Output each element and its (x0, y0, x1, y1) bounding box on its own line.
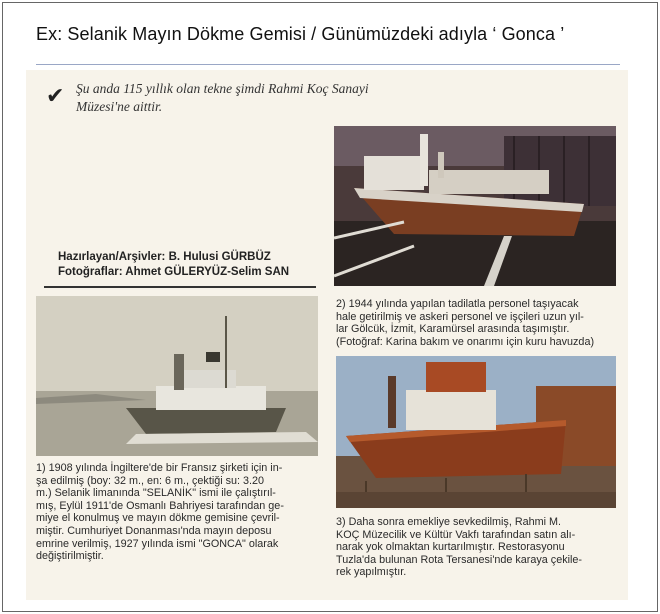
title-divider (36, 64, 620, 65)
caption-3-line: KOÇ Müzecilik ve Kültür Vakfı tarafından satın alı- (336, 528, 576, 541)
credits-divider (44, 286, 316, 288)
caption-1-line: şa edilmiş (boy: 32 m., en: 6 m., çektiği su: 3.20 (36, 474, 265, 487)
caption-2-line: hale getirilmiş ve askeri personel ve işçileri uzun yıl- (336, 310, 584, 323)
caption-3-line: 3) Daha sonra emekliye sevkedilmiş, Rahmi M. (336, 516, 562, 528)
caption-1-line: miştir. Cumhuriyet Donanması'nda mayın deposu (36, 524, 272, 537)
caption-1-line: 1) 1908 yılında İngiltere'de bir Fransız şirketi için in- (36, 462, 283, 474)
caption-2-line: lar Gölcük, İzmit, Karamürsel arasında taşımıştır. (336, 323, 570, 336)
caption-3-line: Tuzla'da bulunan Rota Tersanesi'nde karaya çekile- (336, 553, 582, 566)
photo-restoration (336, 356, 616, 508)
caption-1-line: miye el konulmuş ve mayın dökme gemisine çevril- (36, 512, 280, 525)
photo-dry-dock (334, 126, 616, 286)
caption-2-line: 2) 1944 yılında yapılan tadilatla personel taşıyacak (336, 298, 579, 310)
photo-historical-ship (36, 296, 318, 456)
credits-line-2: Fotoğraflar: Ahmet GÜLERYÜZ-Selim SAN (58, 266, 290, 278)
intro-text (76, 80, 436, 116)
caption-3 (336, 516, 626, 579)
caption-2 (336, 298, 626, 348)
credits-line-1: Hazırlayan/Arşivler: B. Hulusi GÜRBÜZ (58, 251, 271, 263)
caption-1 (36, 462, 326, 563)
caption-1-line: mış, Eylül 1911'de Osmanlı Bahriyesi tarafından ge- (36, 499, 284, 512)
check-mark-icon: ✔ (46, 84, 65, 109)
caption-1-line: m.) Selanik limanında "SELANİK" ismi ile çalıştırıl- (36, 487, 276, 500)
caption-1-line: emrine verilmiş, 1927 yılında ismi "GONCA" olarak (36, 537, 279, 550)
caption-1-line: değiştirilmiştir. (36, 550, 104, 563)
intro-line-2: Müzesi'ne aittir. (76, 99, 163, 114)
credits (58, 250, 289, 280)
intro-line-1: Şu anda 115 yıllık olan tekne şimdi Rahmi Koç Sanayi (76, 81, 369, 96)
caption-2-line: (Fotoğraf: Karina bakım ve onarımı için kuru havuzda) (336, 335, 595, 348)
caption-3-line: narak yok olmaktan kurtarılmıştır. Restorasyonu (336, 541, 565, 554)
caption-3-line: rek yapılmıştır. (336, 566, 407, 579)
page-title: Ex: Selanik Mayın Dökme Gemisi / Günümüzdeki adıyla ‘ Gonca ’ (36, 24, 565, 44)
